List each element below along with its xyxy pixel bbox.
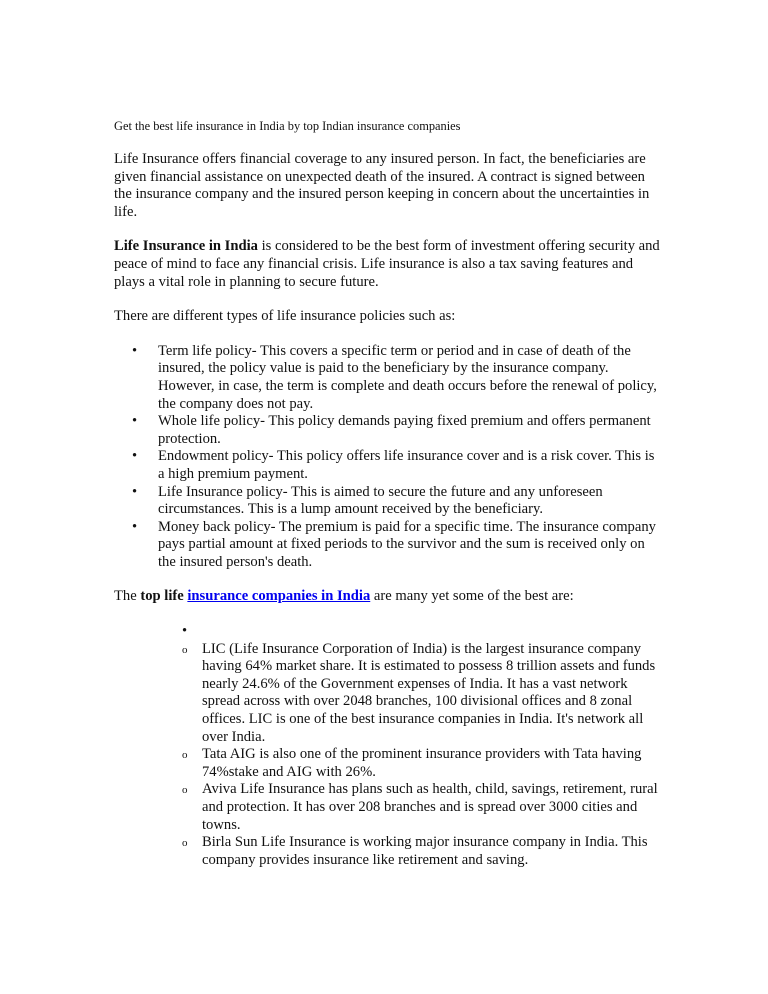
company-text: Aviva Life Insurance has plans such as health, child, savings, retirement, rural and protection. It has over 208 branches and is spread over 3000 cities and towns. [202, 781, 658, 833]
intro-text: The [114, 588, 141, 605]
company-list [114, 623, 662, 869]
list-item-empty [182, 623, 662, 641]
bullet-icon: • [132, 483, 138, 500]
sub-bullet-icon: o [182, 749, 188, 762]
bold-term: top life [140, 588, 184, 605]
intro-text: are many yet some of the best are: [370, 588, 574, 605]
list-item [132, 483, 662, 519]
list-item [182, 781, 662, 834]
policy-list [114, 343, 662, 572]
policy-text: Whole life policy- This policy demands paying fixed premium and offers permanent protection. [158, 413, 651, 447]
company-text: LIC (Life Insurance Corporation of India) is the largest insurance company having 64% market share. It is estimated to possess 8 trillion assets and funds nearly 24.6% of the Government expenses of India. It has a vast network spread across with over 2048 branches, 100 divisional offices and 8 zonal offices. LIC is one of the best insurance companies in India. It's network all over India. [202, 640, 656, 745]
sub-bullet-icon: o [182, 837, 188, 850]
policy-text: Term life policy- This covers a specific term or period and in case of death of the insured, the policy value is paid to the beneficiary by the insurance company. However, in case, the term is complete and death occurs before the renewal of policy, the company does not pay. [158, 342, 657, 412]
list-item [132, 518, 662, 572]
list-item [132, 342, 662, 413]
list-item [182, 834, 662, 869]
bold-term: Life Insurance in India [114, 238, 258, 255]
policy-text: Money back policy- The premium is paid for a specific time. The insurance company pays partial amount at fixed periods to the survivor and the sum is received only on the insured person's death. [158, 518, 656, 570]
sub-bullet-icon: o [182, 784, 188, 797]
insurance-companies-link[interactable]: insurance companies in India [187, 588, 371, 605]
policy-types-intro: There are different types of life insurance policies such as: [114, 308, 456, 325]
document-title: Get the best life insurance in India by top Indian insurance companies [114, 119, 461, 133]
policy-text: Life Insurance policy- This is aimed to secure the future and any unforeseen circumstances. This is a lump amount received by the beneficiary. [158, 483, 603, 518]
bullet-icon: • [132, 342, 138, 359]
list-item [182, 746, 662, 781]
list-item [132, 448, 662, 483]
bullet-icon: • [132, 413, 138, 430]
company-text: Tata AIG is also one of the prominent insurance providers with Tata having 74%stake and AIG with 26%. [202, 746, 642, 780]
bullet-icon: • [182, 623, 188, 640]
list-item [132, 413, 662, 448]
top-companies-intro [114, 588, 662, 606]
intro-paragraph: Life Insurance offers financial coverage to any insured person. In fact, the beneficiaries are given financial assistance on unexpected death of the insured. A contract is signed between the insurance company and the insured person keeping in concern about the uncertainties in life. [114, 151, 650, 220]
company-text: Birla Sun Life Insurance is working major insurance company in India. This company provides insurance like retirement and saving. [202, 834, 648, 868]
paragraph-text: is considered to be the best form of investment offering security and peace of mind to face any financial crisis. Life insurance is also a tax saving features and plays a vital role in planning to secure future. [114, 238, 660, 290]
list-item [182, 640, 662, 747]
bullet-icon: • [132, 448, 138, 465]
policy-text: Endowment policy- This policy offers life insurance cover and is a risk cover. This is a high premium payment. [158, 448, 655, 482]
bullet-icon: • [132, 518, 138, 535]
sub-bullet-icon: o [182, 643, 188, 656]
life-insurance-india-paragraph [114, 238, 662, 291]
document-page [114, 118, 662, 869]
